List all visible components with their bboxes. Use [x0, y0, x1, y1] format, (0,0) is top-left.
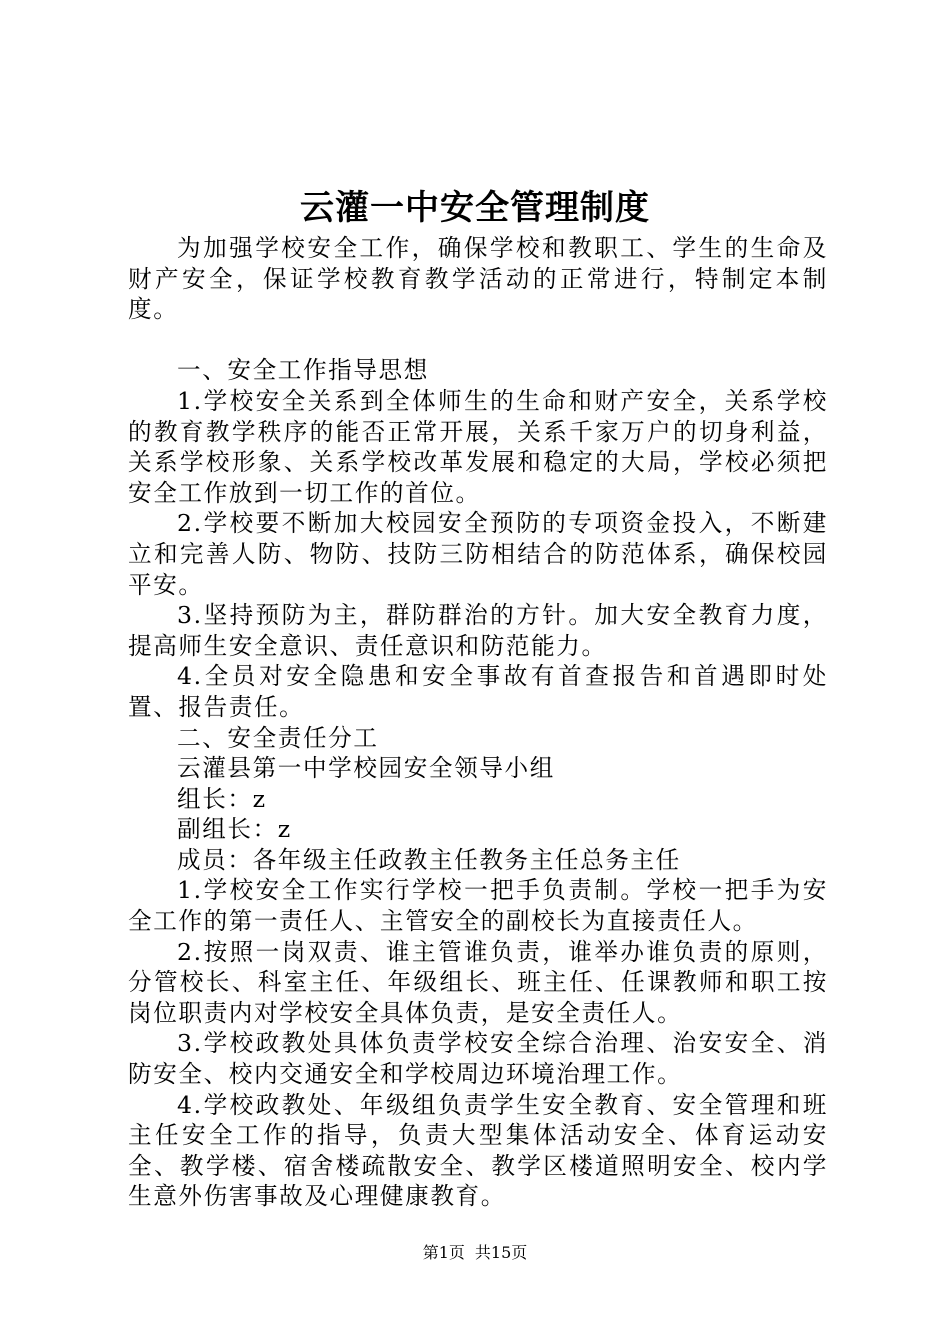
- paragraph-2-2: 2.按照一岗双责、谁主管谁负责，谁举办谁负责的原则，分管校长、科室主任、年级组长、班主任、任课教师和职工按岗位职责内对学校安全具体负责，是安全责任人。: [128, 937, 828, 1027]
- group-deputy-leader: 副组长：z: [177, 815, 292, 844]
- paragraph-1-2: 2.学校要不断加大校园安全预防的专项资金投入，不断建立和完善人防、物防、技防三防相结合的防范体系，确保校园平安。: [128, 509, 828, 599]
- group-name: 云灌县第一中学校园安全领导小组: [177, 754, 555, 783]
- paragraph-2-1: 1.学校安全工作实行学校一把手负责制。学校一把手为安全工作的第一责任人、主管安全的副校长为直接责任人。: [128, 876, 828, 936]
- paragraph-spacer: [128, 325, 828, 356]
- document-body: [128, 233, 828, 1212]
- section-heading-1: 一、安全工作指导思想: [177, 356, 429, 385]
- section-heading-2: 二、安全责任分工: [177, 723, 379, 752]
- page-number: 第1页: [422, 1243, 465, 1262]
- group-members: 成员：各年级主任政教主任教务主任总务主任: [177, 845, 681, 874]
- document-title: 云灌一中安全管理制度: [300, 188, 650, 228]
- paragraph-1-4: 4.全员对安全隐患和安全事故有首查报告和首遇即时处置、报告责任。: [128, 662, 828, 721]
- intro-paragraph: 为加强学校安全工作，确保学校和教职工、学生的生命及财产安全，保证学校教育教学活动的正常进行，特制定本制度。: [128, 234, 828, 324]
- paragraph-1-1: 1.学校安全关系到全体师生的生命和财产安全，关系学校的教育教学秩序的能否正常开展，关系千家万户的切身利益，关系学校形象、关系学校改革发展和稳定的大局，学校必须把安全工作放到一切工作的首位。: [128, 386, 828, 507]
- paragraph-2-3: 3.学校政教处具体负责学校安全综合治理、治安安全、消防安全、校内交通安全和学校周边环境治理工作。: [128, 1029, 828, 1089]
- paragraph-1-3: 3.坚持预防为主，群防群治的方针。加大安全教育力度，提高师生安全意识、责任意识和防范能力。: [128, 601, 828, 660]
- paragraph-2-4: 4.学校政教处、年级组负责学生安全教育、安全管理和班主任安全工作的指导，负责大型集体活动安全、体育运动安全、教学楼、宿舍楼疏散安全、教学区楼道照明安全、校内学生意外伤害事故及心理健康教育。: [128, 1090, 828, 1211]
- page-footer: [0, 1242, 950, 1264]
- group-leader: 组长：z: [177, 784, 267, 813]
- page-total: 共15页: [474, 1243, 528, 1262]
